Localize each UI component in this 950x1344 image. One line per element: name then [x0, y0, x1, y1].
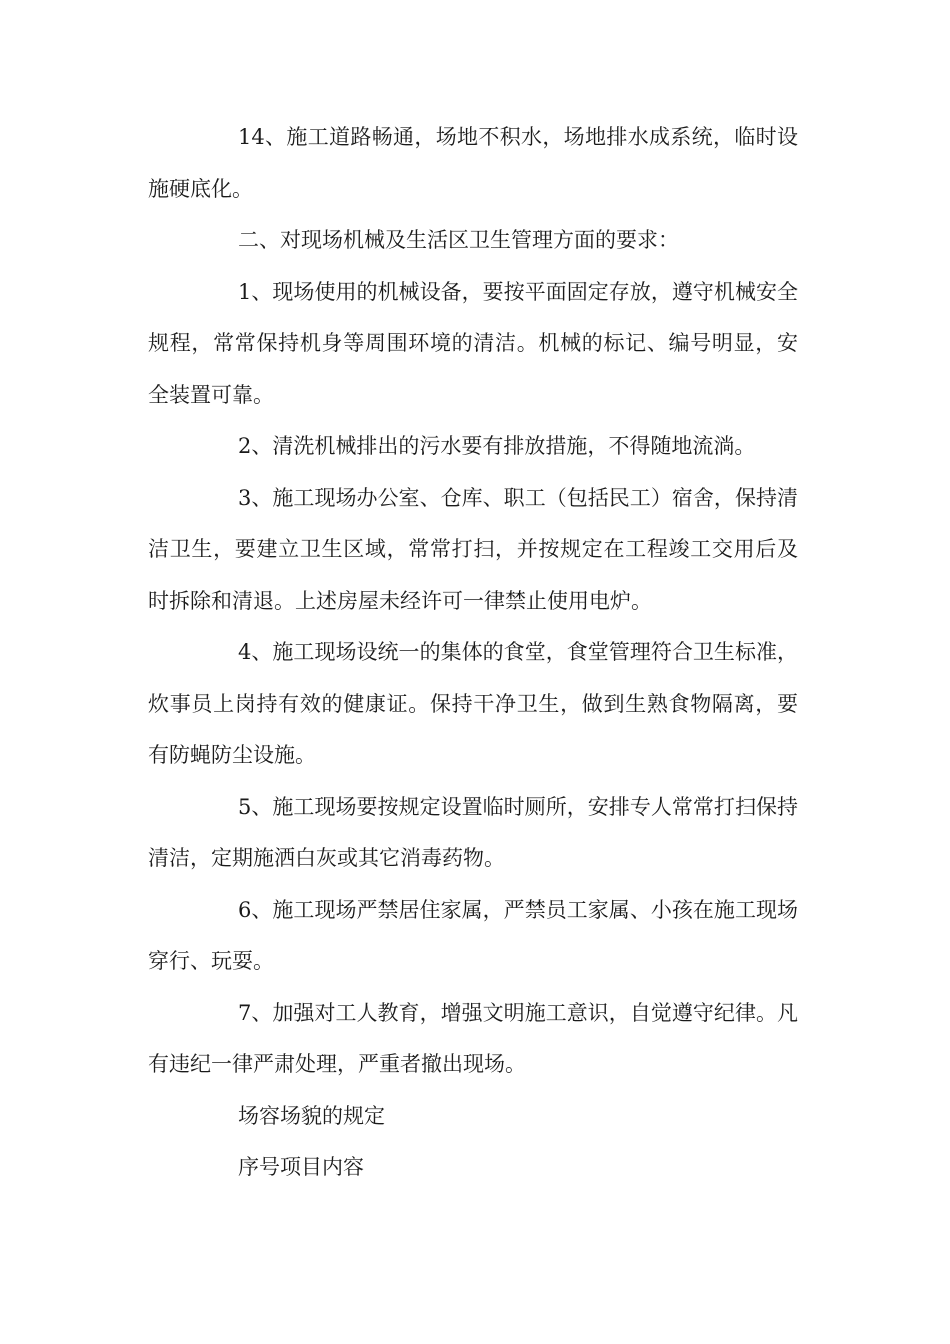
paragraph-item-6: 6、施工现场严禁居住家属，严禁员工家属、小孩在施工现场穿行、玩耍。	[148, 897, 798, 973]
paragraph-item-2: 2、清洗机械排出的污水要有排放措施，不得随地流淌。	[238, 434, 756, 458]
paragraph-item-1: 1、现场使用的机械设备，要按平面固定存放，遵守机械安全规程，常常保持机身等周围环境的清洁。机械的标记、编号明显，安全装置可靠。	[148, 279, 798, 407]
paragraph-item-14: 14、施工道路畅通，场地不积水，场地排水成系统，临时设施硬底化。	[148, 125, 798, 201]
section-heading-hygiene-requirements: 二、对现场机械及生活区卫生管理方面的要求：	[238, 228, 679, 252]
document-body	[148, 112, 798, 1194]
paragraph-item-5: 5、施工现场要按规定设置临时厕所，安排专人常常打扫保持清洁，定期施洒白灰或其它消毒药物。	[148, 794, 798, 870]
paragraph-item-3: 3、施工现场办公室、仓库、职工（包括民工）宿舍，保持清洁卫生，要建立卫生区域，常常打扫，并按规定在工程竣工交用后及时拆除和清退。上述房屋未经许可一律禁止使用电炉。	[148, 485, 798, 613]
section-title: 场容场貌的规定	[238, 1103, 385, 1128]
paragraph-item-4: 4、施工现场设统一的集体的食堂，食堂管理符合卫生标准，炊事员上岗持有效的健康证。保持干净卫生，做到生熟食物隔离，要有防蝇防尘设施。	[148, 640, 798, 767]
paragraph-item-7: 7、加强对工人教育，增强文明施工意识，自觉遵守纪律。凡有违纪一律严肃处理，严重者撤出现场。	[148, 1000, 798, 1076]
table-header: 序号项目内容	[238, 1155, 364, 1179]
